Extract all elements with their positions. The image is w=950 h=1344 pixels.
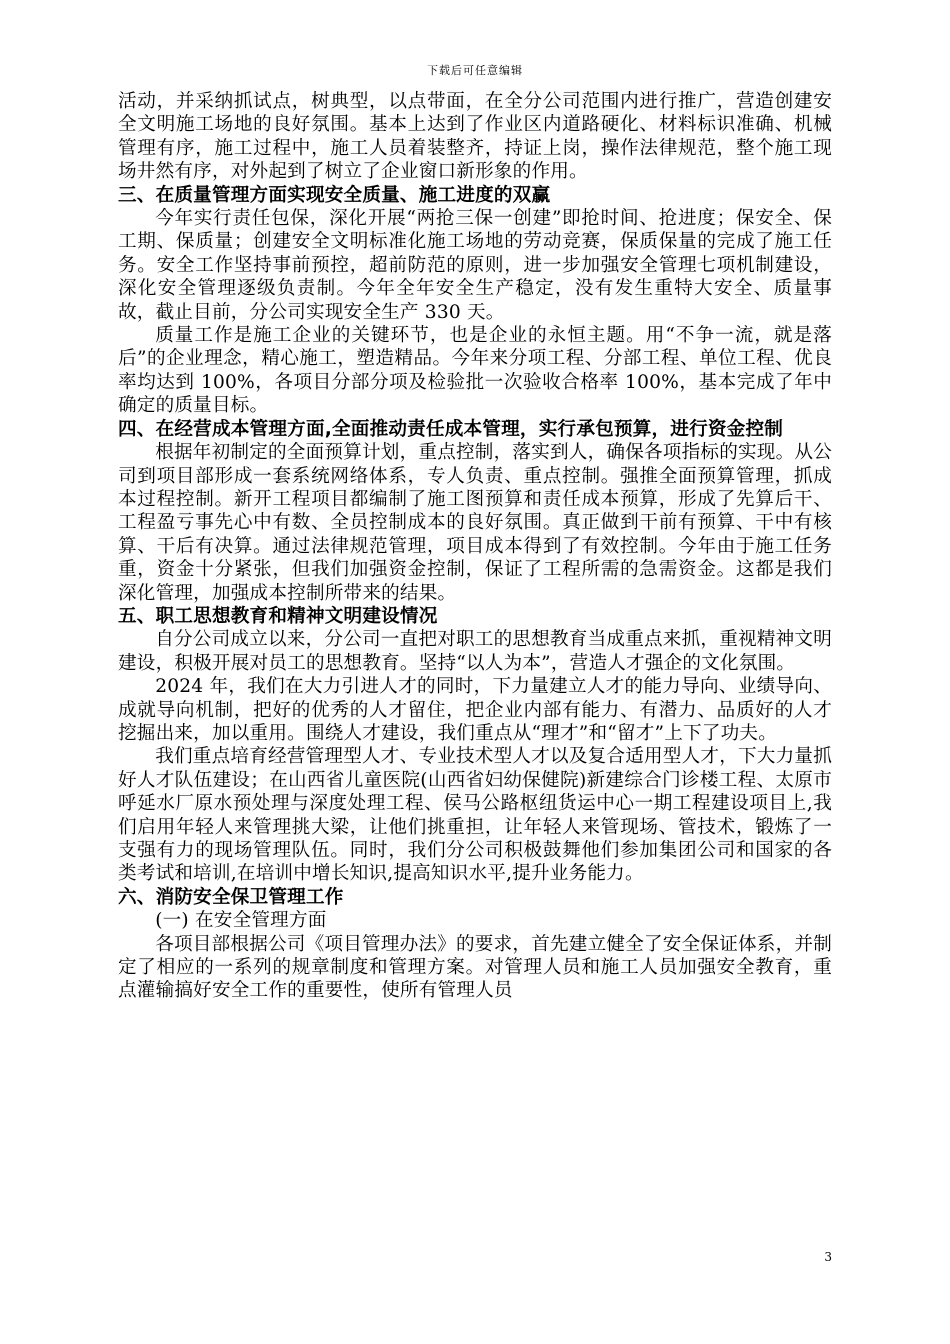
paragraph: 各项目部根据公司《项目管理办法》的要求，首先建立健全了安全保证体系，并制定了相应的一系列的规章制度和管理方案。对管理人员和施工人员加强安全教育，重点灌输搞好安全工作的重要性，使所有管理人员 — [118, 933, 832, 1002]
section-heading: 三、在质量管理方面实现安全质量、施工进度的双赢 — [118, 184, 551, 206]
paragraph: 根据年初制定的全面预算计划，重点控制，落实到人，确保各项指标的实现。从公司到项目部形成一套系统网络体系，专人负责、重点控制。强推全面预算管理，抓成本过程控制。新开工程项目都编制了施工图预算和责任成本预算，形成了先算后干、工程盈亏事先心中有数、全员控制成本的良好氛围。真正做到干前有预算、干中有核算、干后有决算。通过法律规范管理，项目成本得到了有效控制。今年由于施工任务重，资金十分紧张，但我们加强资金控制，保证了工程所需的急需资金。这都是我们深化管理，加强成本控制所带来的结果。 — [118, 442, 832, 604]
paragraph: 2024 年，我们在大力引进人才的同时，下力量建立人才的能力导向、业绩导向、成就导向机制，把好的优秀的人才留住，把企业内部有能力、有潜力、品质好的人才挖掘出来，加以重用。围绕人才建设，我们重点从“理才”和“留才”上下了功夫。 — [118, 676, 832, 744]
page-header: 下载后可任意编辑 — [427, 64, 523, 77]
subsection-heading: (一) 在安全管理方面 — [155, 910, 327, 932]
paragraph: 我们重点培育经营管理型人才、专业技术型人才以及复合适用型人才，下大力量抓好人才队伍建设；在山西省儿童医院(山西省妇幼保健院)新建综合门诊楼工程、太原市呼延水厂原水预处理与深度处理工程、侯马公路枢纽货运中心一期工程建设项目上,我们启用年轻人来管理挑大梁，让他们挑重担，让年轻人来管现场、管技术，锻炼了一支强有力的现场管理队伍。同时，我们分公司积极鼓舞他们参加集团公司和国家的各类考试和培训,在培训中增长知识,提高知识水平,提升业务能力。 — [118, 746, 832, 885]
paragraph: 自分公司成立以来，分公司一直把对职工的思想教育当成重点来抓，重视精神文明建设，积极开展对员工的思想教育。坚持“以人为本”，营造人才强企的文化氛围。 — [118, 629, 832, 674]
paragraph: 质量工作是施工企业的关键环节，也是企业的永恒主题。用“不争一流，就是落后”的企业理念，精心施工，塑造精品。今年来分项工程、分部工程、单位工程、优良率均达到 100%，各项目分部分项及检验批一次验收合格率 100%，基本完成了年中确定的质量目标。 — [118, 325, 832, 417]
paragraph: 今年实行责任包保，深化开展“两抢三保一创建”即抢时间、抢进度；保安全、保工期、保质量；创建安全文明标准化施工场地的劳动竞赛，保质保量的完成了施工任务。安全工作坚持事前预控，超前防范的原则，进一步加强安全管理七项机制建设，深化安全管理逐级负责制。今年全年安全生产稳定，没有发生重特大安全、质量事故，截止目前，分公司实现安全生产 330 天。 — [118, 208, 832, 323]
document-body — [118, 90, 832, 1003]
section-heading: 四、在经营成本管理方面,全面推动责任成本管理，实行承包预算，进行资金控制 — [118, 418, 784, 440]
paragraph: 活动，并采纳抓试点，树典型，以点带面，在全分公司范围内进行推广，营造创建安全文明施工场地的良好氛围。基本上达到了作业区内道路硬化、材料标识准确、机械管理有序，施工过程中，施工人员着装整齐，持证上岗，操作法律规范，整个施工现场井然有序，对外起到了树立了企业窗口新形象的作用。 — [118, 91, 832, 183]
section-heading: 五、职工思想教育和精神文明建设情况 — [118, 605, 438, 627]
page-number: 3 — [824, 1250, 832, 1264]
section-heading: 六、消防安全保卫管理工作 — [118, 886, 344, 908]
